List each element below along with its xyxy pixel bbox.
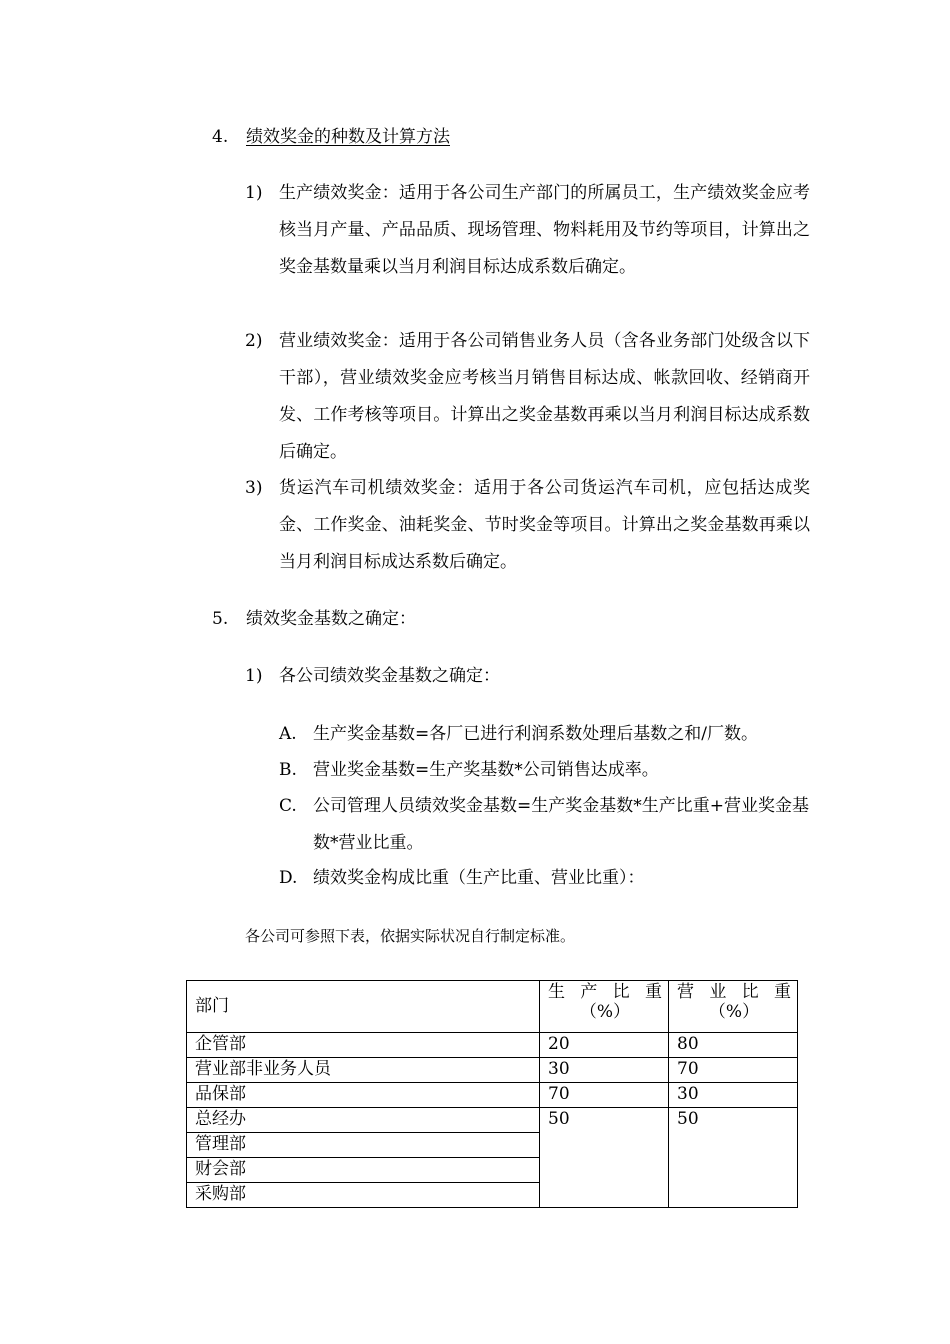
cell-dept: 管理部 [187, 1133, 540, 1158]
section-number: 4. [212, 127, 229, 147]
list-item [245, 658, 810, 695]
sub-list-item [279, 716, 809, 753]
item-text: 生产绩效奖金：适用于各公司生产部门的所属员工，生产绩效奖金应考核当月产量、产品品质、现场管理、物料耗用及节约等项目，计算出之奖金基数量乘以当月利润目标达成系数后确定。 [279, 183, 810, 277]
sub-item-letter: B. [279, 760, 297, 780]
section-title: 绩效奖金的种数及计算方法 [246, 127, 450, 147]
header-dept: 部门 [187, 981, 540, 1033]
header-production [540, 981, 669, 1033]
table-row [187, 1058, 798, 1083]
sub-item-letter: C. [279, 796, 297, 816]
cell-sales-merged: 50 [669, 1108, 798, 1208]
item-text: 货运汽车司机绩效奖金：适用于各公司货运汽车司机，应包括达成奖金、工作奖金、油耗奖金、节时奖金等项目。计算出之奖金基数再乘以当月利润目标成达系数后确定。 [279, 478, 810, 572]
sub-list-item [279, 752, 809, 789]
section-number: 5. [212, 609, 229, 629]
item-number: 1) [245, 666, 263, 686]
list-item [245, 470, 810, 581]
cell-dept: 品保部 [187, 1083, 540, 1108]
header-production-unit: （%） [579, 1002, 631, 1022]
table-header-row [187, 981, 798, 1033]
item-text: 营业绩效奖金：适用于各公司销售业务人员（含各业务部门处级含以下干部），营业绩效奖金应考核当月销售目标达成、帐款回收、经销商开发、工作考核等项目。计算出之奖金基数再乘以当月利润目标达成系数后确定。 [279, 331, 810, 462]
cell-dept: 企管部 [187, 1033, 540, 1058]
item-number: 2) [245, 331, 263, 351]
sub-list-item [279, 788, 809, 862]
cell-dept: 财会部 [187, 1158, 540, 1183]
cell-production-merged: 50 [540, 1108, 669, 1208]
weight-table [186, 980, 798, 1208]
section-4-heading [212, 126, 450, 148]
table-row [187, 1033, 798, 1058]
cell-production: 30 [540, 1058, 669, 1083]
table-row [187, 1083, 798, 1108]
header-sales-label: 营业比重 [677, 982, 791, 1002]
cell-dept: 营业部非业务人员 [187, 1058, 540, 1083]
cell-sales: 80 [669, 1033, 798, 1058]
cell-sales: 30 [669, 1083, 798, 1108]
sub-item-text: 营业奖金基数=生产奖基数*公司销售达成率。 [313, 760, 659, 780]
item-number: 3) [245, 478, 263, 498]
list-item [245, 175, 810, 286]
sub-list-item [279, 860, 809, 897]
sub-item-text: 公司管理人员绩效奖金基数=生产奖金基数*生产比重+营业奖金基数*营业比重。 [313, 796, 809, 853]
cell-sales: 70 [669, 1058, 798, 1083]
cell-dept: 采购部 [187, 1183, 540, 1208]
item-number: 1) [245, 183, 263, 203]
header-sales-unit: （%） [708, 1002, 760, 1022]
sub-item-letter: D. [279, 868, 298, 888]
table-note: 各公司可参照下表，依据实际状况自行制定标准。 [245, 927, 576, 945]
header-sales [669, 981, 798, 1033]
sub-item-text: 绩效奖金构成比重（生产比重、营业比重）： [313, 868, 645, 888]
section-title: 绩效奖金基数之确定： [246, 609, 416, 629]
cell-production: 20 [540, 1033, 669, 1058]
section-5-heading [212, 608, 416, 630]
sub-item-text: 生产奖金基数=各厂已进行利润系数处理后基数之和/厂数。 [313, 724, 758, 744]
table-row [187, 1108, 798, 1133]
cell-production: 70 [540, 1083, 669, 1108]
sub-item-letter: A. [279, 724, 297, 744]
header-production-label: 生产比重 [548, 982, 662, 1002]
cell-dept: 总经办 [187, 1108, 540, 1133]
list-item [245, 323, 810, 471]
item-text: 各公司绩效奖金基数之确定： [279, 666, 500, 686]
